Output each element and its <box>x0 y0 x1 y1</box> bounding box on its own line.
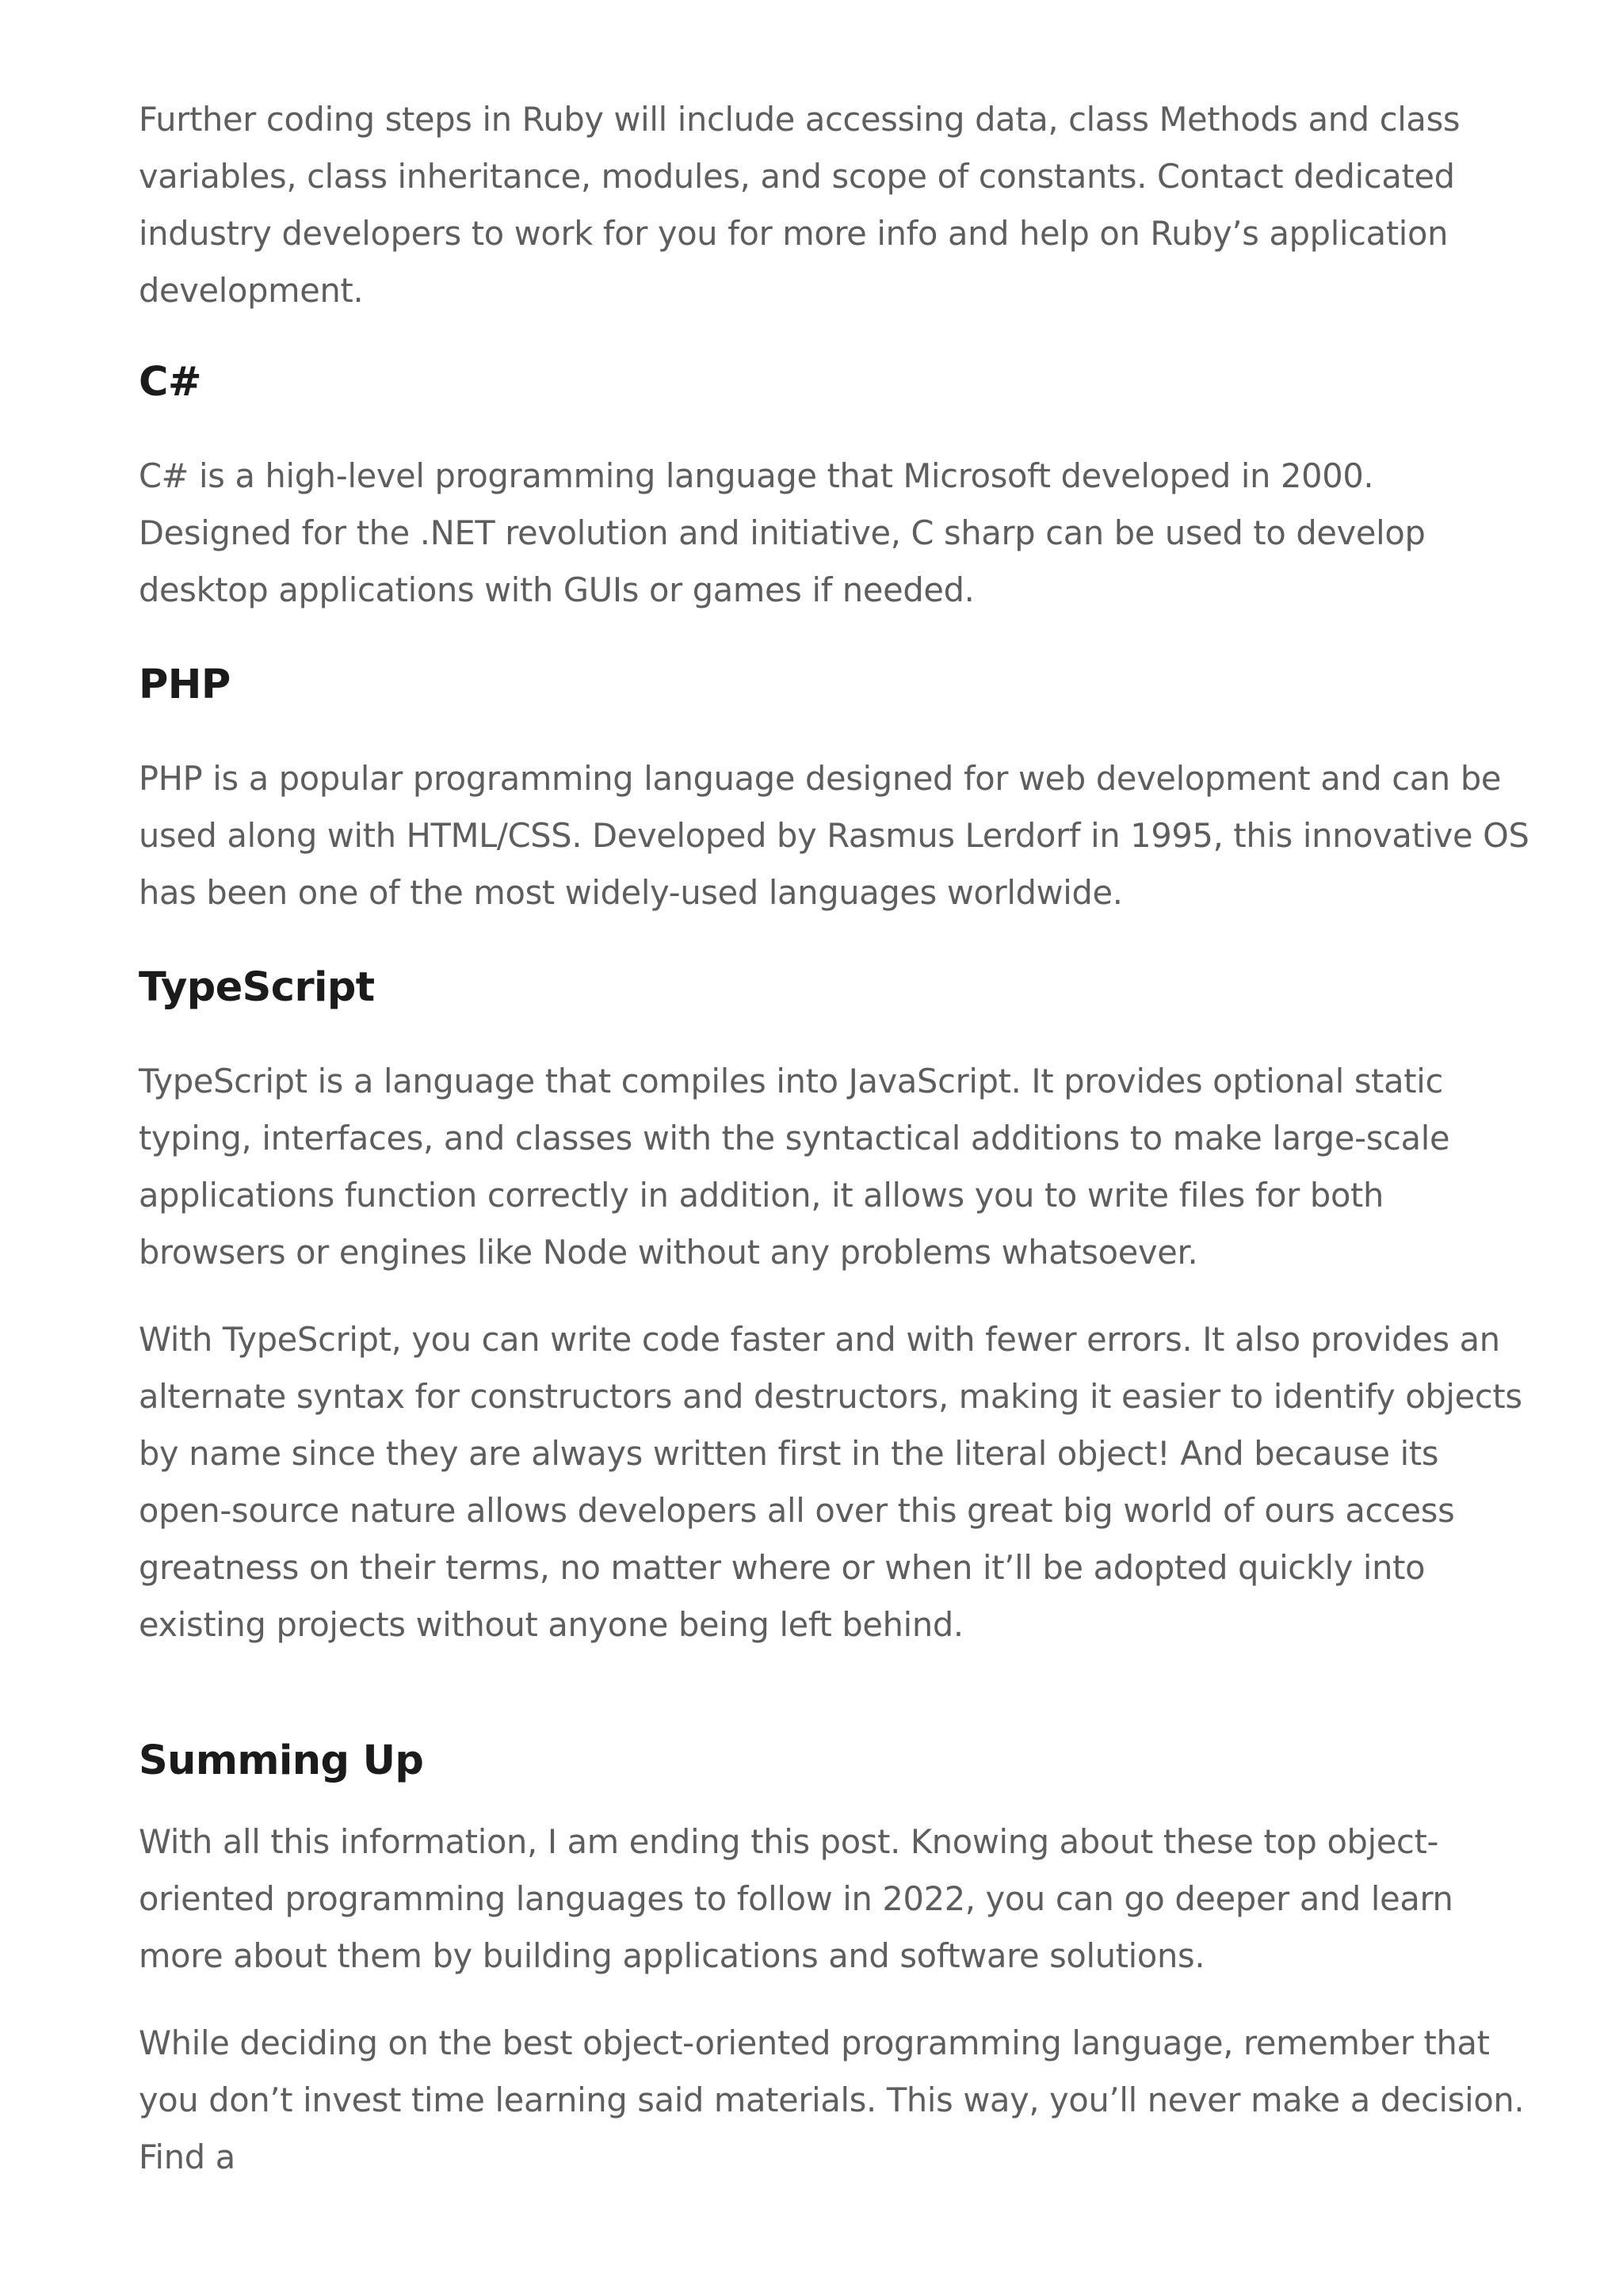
section-php <box>139 662 1533 921</box>
section-paragraph-csharp: C# is a high-level programming language that Microsoft developed in 2000. Designed for the .NET revolution and initiative, C sharp can be used to develop desktop applications with GUIs or games if needed. <box>139 456 1426 609</box>
section-heading-summing-up: Summing Up <box>139 1737 424 1784</box>
section-paragraph-summing-up-2: While deciding on the best object-oriented programming language, remember that you don’t invest time learning said materials. This way, you’ll never make a decision. Find a <box>139 2023 1525 2176</box>
section-typescript <box>139 964 1533 1653</box>
section-paragraph-summing-up-1: With all this information, I am ending this post. Knowing about these top object-oriented programming languages to follow in 2022, you can go deeper and learn more about them by building applications and software solutions. <box>139 1822 1453 1975</box>
section-paragraph-php: PHP is a popular programming language designed for web development and can be used along with HTML/CSS. Developed by Rasmus Lerdorf in 1995, this innovative OS has been one of the most widely-used languages worldwide. <box>139 759 1529 912</box>
section-csharp <box>139 359 1533 619</box>
section-paragraph-typescript-1: TypeScript is a language that compiles into JavaScript. It provides optional static typing, interfaces, and classes with the syntactical additions to make large-scale applications function correctly in addition, it allows you to write files for both browsers or engines like Node without any problems whatsoever. <box>139 1062 1450 1272</box>
section-paragraph-typescript-2: With TypeScript, you can write code faster and with fewer errors. It also provides an alternate syntax for constructors and destructors, making it easier to identify objects by name since they are always written first in the literal object! And because its open-source nature allows developers all over this great big world of ours access greatness on their terms, no matter where or when it’ll be adopted quickly into existing projects without anyone being left behind. <box>139 1320 1522 1644</box>
article-body <box>139 91 1533 2216</box>
section-summing-up <box>139 1737 1533 2186</box>
section-heading-csharp: C# <box>139 359 201 406</box>
section-heading-typescript: TypeScript <box>139 964 375 1011</box>
intro-paragraph: Further coding steps in Ruby will include accessing data, class Methods and class variables, class inheritance, modules, and scope of constants. Contact dedicated industry developers to work for you for more info and help on Ruby’s application development. <box>139 100 1461 310</box>
section-heading-php: PHP <box>139 662 231 708</box>
